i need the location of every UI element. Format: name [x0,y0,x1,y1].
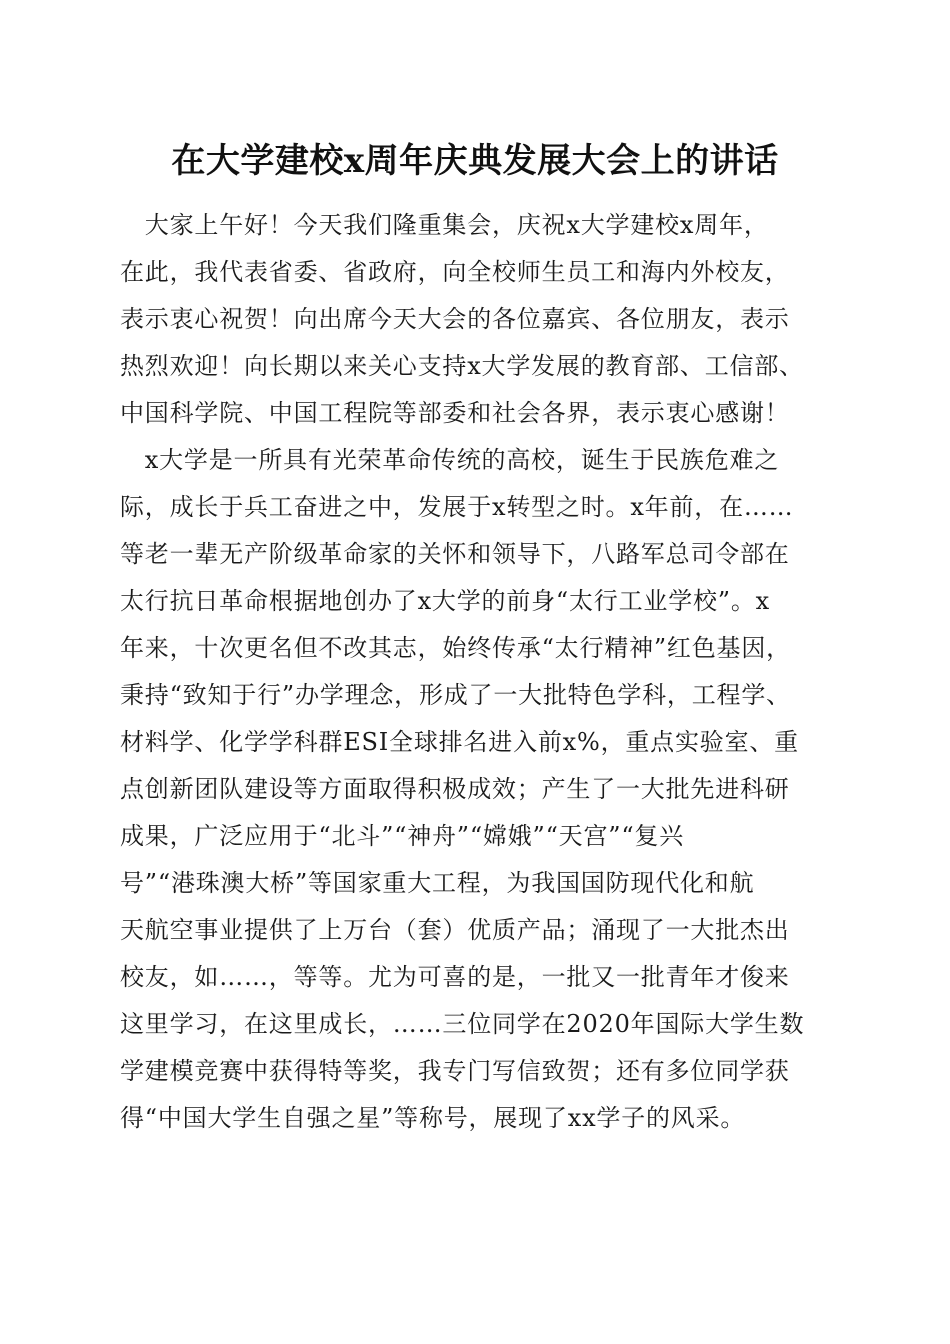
text-line: 在此，我代表省委、省政府，向全校师生员工和海内外校友， [120,258,790,286]
text-line: 点创新团队建设等方面取得积极成效；产生了一大批先进科研 [120,775,790,803]
document-title: 在大学建校x周年庆典发展大会上的讲话 [171,141,779,181]
text-line: 这里学习，在这里成长，……三位同学在2020年国际大学生数 [120,1010,805,1038]
text-line: 天航空事业提供了上万台（套）优质产品；涌现了一大批杰出 [120,916,790,944]
text-line: 学建模竞赛中获得特等奖，我专门写信致贺；还有多位同学获 [120,1057,790,1085]
text-line: 大家上午好！今天我们隆重集会，庆祝x大学建校x周年， [120,211,769,239]
text-line: 际，成长于兵工奋进之中，发展于x转型之时。x年前，在…… [120,493,794,521]
text-line: 年来，十次更名但不改其志，始终传承“太行精神”红色基因， [120,634,791,662]
text-line: 得“中国大学生自强之星”等称号，展现了xx学子的风采。 [120,1104,746,1132]
text-line: 秉持“致知于行”办学理念，形成了一大批特色学科，工程学、 [120,681,791,709]
text-line: 成果，广泛应用于“北斗”“神舟”“嫦娥”“天宫”“复兴 [120,822,685,850]
text-line: 太行抗日革命根据地创办了x大学的前身“太行工业学校”。x [120,587,771,615]
text-line: 材料学、化学学科群ESI全球排名进入前x%，重点实验室、重 [120,728,799,756]
text-line: 等老一辈无产阶级革命家的关怀和领导下，八路军总司令部在 [120,540,790,568]
text-line: 号”“港珠澳大桥”等国家重大工程，为我国国防现代化和航 [120,869,755,897]
text-line: 热烈欢迎！向长期以来关心支持x大学发展的教育部、工信部、 [120,352,804,380]
text-line: 中国科学院、中国工程院等部委和社会各界，表示衷心感谢！ [120,399,790,427]
text-line: 校友，如……，等等。尤为可喜的是，一批又一批青年才俊来 [120,963,790,991]
text-line: 表示衷心祝贺！向出席今天大会的各位嘉宾、各位朋友，表示 [120,305,790,333]
speech-body [120,202,840,1142]
text-line: x大学是一所具有光荣革命传统的高校，诞生于民族危难之 [120,446,780,474]
